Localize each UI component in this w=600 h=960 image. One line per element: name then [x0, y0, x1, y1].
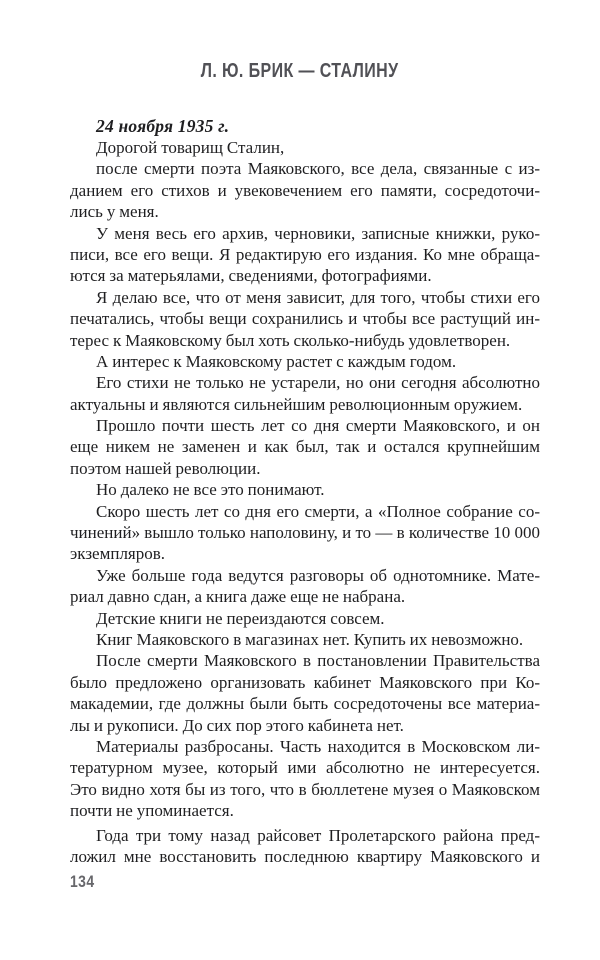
letter-body — [70, 115, 540, 867]
text-line: чинений» вышло только наполовину, и то — в количестве 10 000 — [70, 523, 540, 543]
text-line: Но далеко не все это понимают. — [96, 480, 325, 500]
page-number — [70, 872, 100, 892]
text-line: тературном музее, который ими абсолютно не интересуется. — [70, 758, 540, 778]
text-line: Года три тому назад райсовет Пролетарского района пред- — [96, 825, 540, 845]
text-line: терес к Маяковскому был хоть сколько-нибудь удовлетворен. — [70, 330, 511, 350]
text-line: ются за матерьялами, сведениями, фотографиями. — [70, 266, 432, 286]
text-line: риал давно сдан, а книга даже еще не набрана. — [70, 587, 406, 607]
text-line: после смерти поэта Маяковского, все дела, связанные с из- — [96, 159, 540, 179]
text-line: макадемии, где должны были быть сосредоточены все материа- — [70, 694, 540, 714]
text-line: экземпляров. — [70, 544, 166, 564]
text-line: лы и рукописи. До сих пор этого кабинета нет. — [70, 715, 404, 735]
text-line: данием его стихов и увековечением его памяти, сосредоточи- — [70, 180, 540, 200]
text-line: актуальны и являются сильнейшим революционным оружием. — [70, 394, 523, 414]
text-line: лись у меня. — [70, 202, 159, 222]
text-line: Прошло почти шесть лет со дня смерти Маяковского, и он — [96, 416, 540, 436]
text-line: Его стихи не только не устарели, но они сегодня абсолютно — [96, 373, 540, 393]
text-line: было предложено организовать кабинет Маяковского при Ко- — [70, 672, 540, 692]
text-line: Скоро шесть лет со дня его смерти, а «Полное собрание со- — [96, 501, 540, 521]
text-line: писи, все его вещи. Я редактирую его издания. Ко мне обраща- — [70, 244, 540, 264]
text-line: Уже больше года ведутся разговоры об однотомнике. Мате- — [96, 565, 540, 585]
chapter-header-text: Л. Ю. БРИК — СТАЛИНУ — [201, 60, 399, 82]
text-line: ложил мне восстановить последнюю квартиру Маяковского и — [70, 846, 540, 866]
text-line: Я делаю все, что от меня зависит, для того, чтобы стихи его — [96, 287, 540, 307]
letter-date: 24 ноября 1935 г. — [96, 116, 230, 136]
text-line: еще никем не заменен и как был, так и остался крупнейшим — [70, 437, 540, 457]
text-line: После смерти Маяковского в постановлении Правительства — [96, 651, 540, 671]
text-line: Дорогой товарищ Сталин, — [96, 138, 285, 157]
text-line: Это видно хотя бы из того, что в бюллетене музея о Маяковском — [70, 779, 540, 799]
text-line: Материалы разбросаны. Часть находится в Московском ли- — [96, 736, 540, 756]
text-line: печатались, чтобы вещи сохранились и чтобы все растущий ин- — [70, 309, 540, 329]
text-line: Книг Маяковского в магазинах нет. Купить их невозможно. — [96, 629, 524, 649]
page-number-text: 134 — [70, 872, 95, 891]
text-line: почти не упоминается. — [70, 801, 234, 821]
text-line: Детские книги не переиздаются совсем. — [96, 608, 385, 628]
text-line: А интерес к Маяковскому растет с каждым годом. — [96, 351, 457, 371]
chapter-header — [0, 59, 600, 83]
text-line: У меня весь его архив, черновики, записные книжки, руко- — [96, 223, 540, 243]
text-line: поэтом нашей революции. — [70, 458, 261, 478]
